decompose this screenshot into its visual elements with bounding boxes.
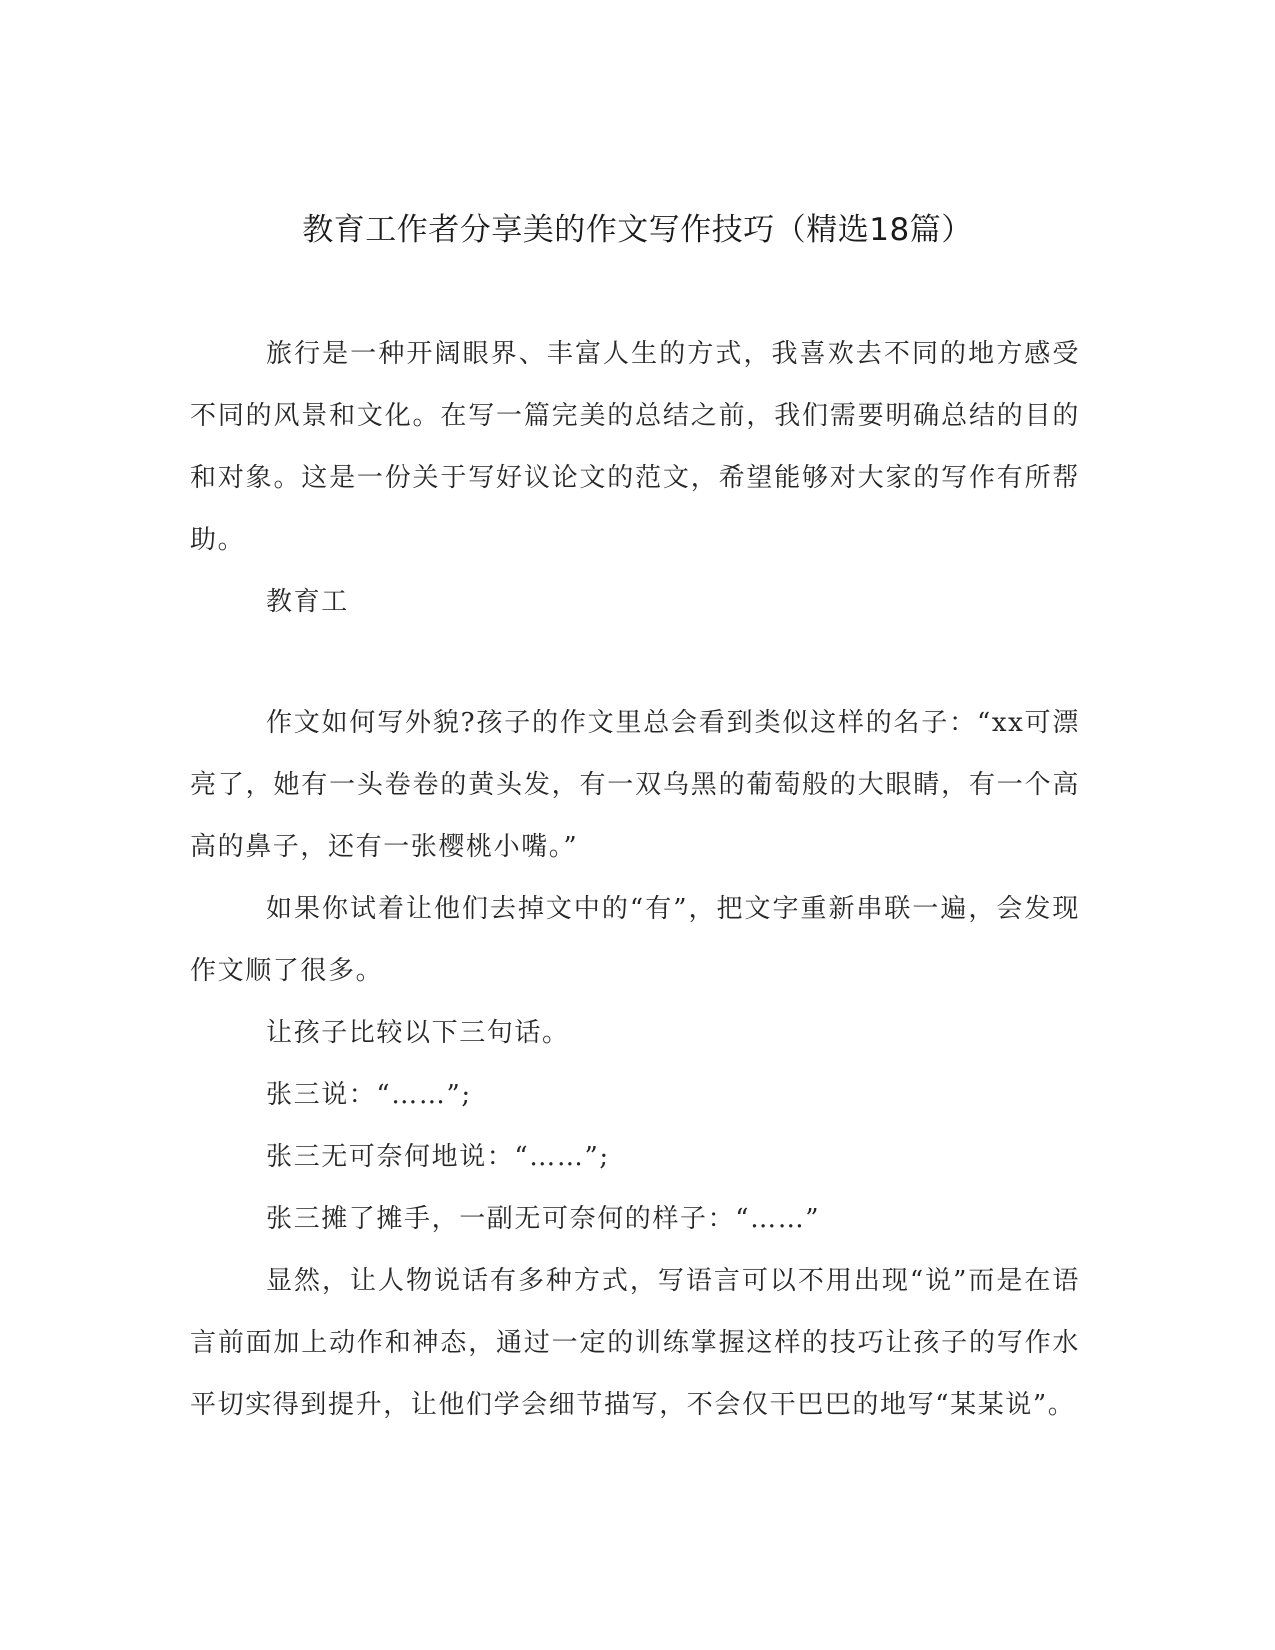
body-paragraph: 让孩子比较以下三句话。 [266, 1018, 570, 1048]
body-paragraph: 作文如何写外貌?孩子的作文里总会看到类似这样的名子：“xx可漂亮了，她有一头卷卷的黄头发，有一双乌黑的葡萄般的大眼睛，有一个高高的鼻子，还有一张樱桃小嘴。” [190, 708, 1080, 862]
body-paragraph: 显然，让人物说话有多种方式，写语言可以不用出现“说”而是在语言前面加上动作和神态，通过一定的训练掌握这样的技巧让孩子的写作水平切实得到提升，让他们学会细节描写，不会仅干巴巴的地写“某某说”。 [190, 1266, 1080, 1420]
body-paragraph: 张三摊了摊手，一副无可奈何的样子：“……” [266, 1204, 821, 1234]
body-paragraph: 如果你试着让他们去掉文中的“有”，把文字重新串联一遍，会发现作文顺了很多。 [190, 894, 1080, 986]
intro-section [190, 323, 1080, 633]
intro-paragraph: 旅行是一种开阔眼界、丰富人生的方式，我喜欢去不同的地方感受不同的风景和文化。在写一篇完美的总结之前，我们需要明确总结的目的和对象。这是一份关于写好议论文的范文，希望能够对大家的写作有所帮助。 [190, 339, 1080, 555]
body-paragraph: 张三无可奈何地说：“……”; [266, 1142, 610, 1172]
intro-paragraph: 教育工 [266, 587, 349, 617]
body-paragraph: 张三说：“……”; [266, 1080, 472, 1110]
document-title: 教育工作者分享美的作文写作技巧（精选18篇） [302, 212, 973, 248]
main-section [190, 692, 1080, 1436]
